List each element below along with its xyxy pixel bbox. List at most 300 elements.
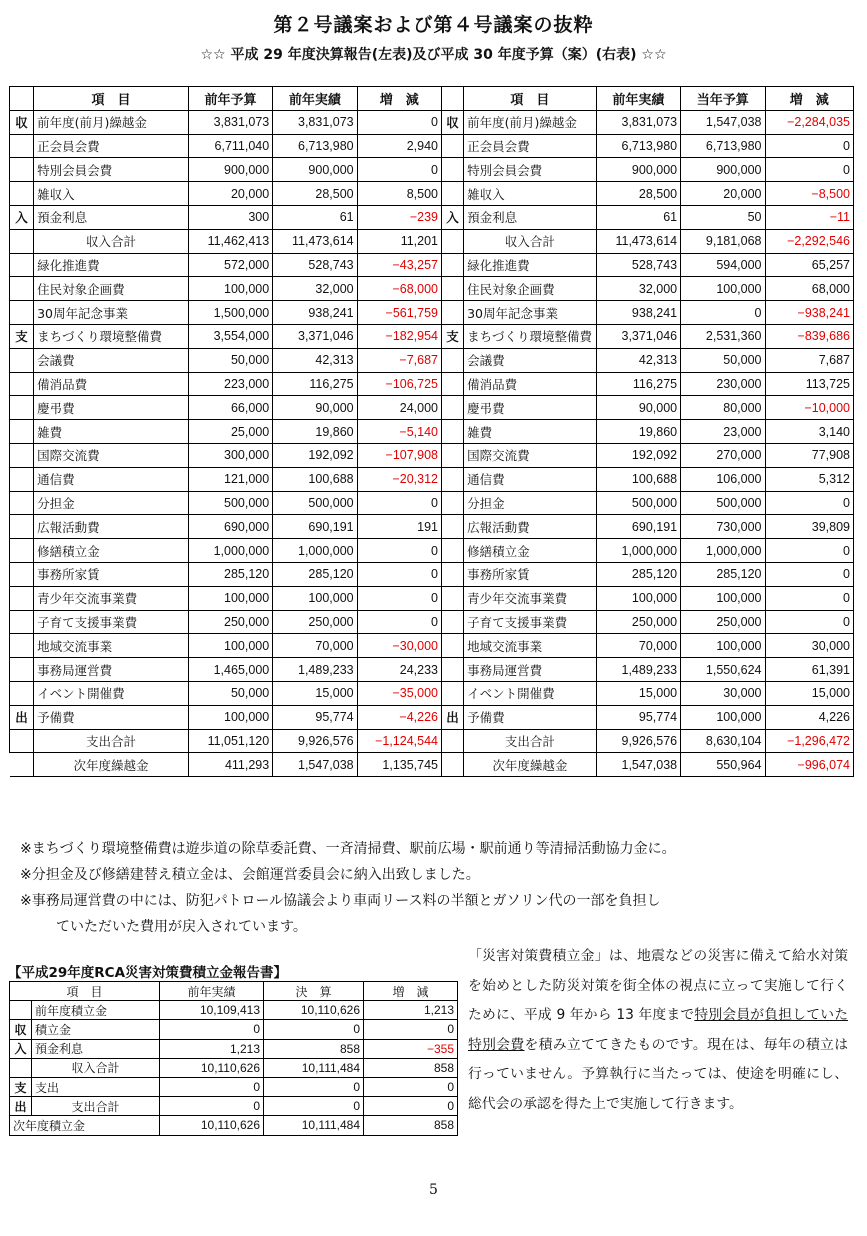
diff-cell: 77,908 <box>765 443 854 467</box>
value-cell: 32,000 <box>596 277 680 301</box>
value-cell: 411,293 <box>188 753 272 777</box>
value-cell: 690,191 <box>596 515 680 539</box>
table-row <box>10 396 854 420</box>
value-cell: 285,120 <box>188 562 272 586</box>
item-label: 国際交流費 <box>34 443 189 467</box>
diff-cell: 15,000 <box>765 681 854 705</box>
table-row <box>10 634 854 658</box>
side-label: 支 <box>442 324 464 348</box>
diff-cell: −7,687 <box>357 348 441 372</box>
diff-cell: 0 <box>364 1077 458 1096</box>
item-label: 支出 <box>32 1077 160 1096</box>
diff-cell: −239 <box>357 205 441 229</box>
value-cell: 95,774 <box>273 705 357 729</box>
value-cell: 250,000 <box>681 610 765 634</box>
diff-cell: 0 <box>357 562 441 586</box>
side-label <box>10 586 34 610</box>
item-label: 事務局運営費 <box>464 658 597 682</box>
side-label <box>442 277 464 301</box>
item-label: 備消品費 <box>464 372 597 396</box>
value-cell: 500,000 <box>188 491 272 515</box>
diff-cell: 113,725 <box>765 372 854 396</box>
diff-cell: −20,312 <box>357 467 441 491</box>
item-label: 緑化推進費 <box>34 253 189 277</box>
value-cell: 100,000 <box>188 634 272 658</box>
item-label: 雑費 <box>34 420 189 444</box>
side-label <box>442 562 464 586</box>
value-cell: 10,111,484 <box>264 1058 364 1077</box>
rca-row <box>10 1077 458 1096</box>
header-item-right: 項 目 <box>464 87 597 111</box>
item-label: まちづくり環境整備費 <box>34 324 189 348</box>
value-cell: 28,500 <box>273 182 357 206</box>
value-cell: 6,713,980 <box>273 134 357 158</box>
value-cell: 11,473,614 <box>273 229 357 253</box>
side-label <box>10 420 34 444</box>
diff-cell: −355 <box>364 1039 458 1058</box>
value-cell: 100,000 <box>681 634 765 658</box>
side-label: 入 <box>10 1039 32 1058</box>
value-cell: 0 <box>264 1020 364 1039</box>
item-label: 地域交流事業 <box>34 634 189 658</box>
item-label: 預金利息 <box>464 205 597 229</box>
side-label <box>442 753 464 777</box>
value-cell: 900,000 <box>188 158 272 182</box>
diff-cell: 7,687 <box>765 348 854 372</box>
diff-cell: 3,140 <box>765 420 854 444</box>
value-cell: 11,462,413 <box>188 229 272 253</box>
side-label <box>10 467 34 491</box>
item-label: 前年度(前月)繰越金 <box>464 110 597 134</box>
item-label: 次年度繰越金 <box>34 753 189 777</box>
value-cell: 528,743 <box>273 253 357 277</box>
diff-cell: 0 <box>765 586 854 610</box>
side-label: 支 <box>10 1077 32 1096</box>
value-cell: 250,000 <box>188 610 272 634</box>
diff-cell: 2,940 <box>357 134 441 158</box>
item-label: 雑費 <box>464 420 597 444</box>
value-cell: 0 <box>160 1020 264 1039</box>
item-label: 備消品費 <box>34 372 189 396</box>
item-label: 特別会員会費 <box>464 158 597 182</box>
item-label: 修繕積立金 <box>34 539 189 563</box>
value-cell: 32,000 <box>273 277 357 301</box>
diff-cell: 0 <box>364 1020 458 1039</box>
diff-cell: −30,000 <box>357 634 441 658</box>
side-label <box>442 658 464 682</box>
value-cell: 8,630,104 <box>681 729 765 753</box>
value-cell: 95,774 <box>596 705 680 729</box>
side-label <box>442 396 464 420</box>
side-label: 出 <box>442 705 464 729</box>
value-cell: 121,000 <box>188 467 272 491</box>
value-cell: 100,000 <box>188 586 272 610</box>
side-label <box>10 443 34 467</box>
value-cell: 730,000 <box>681 515 765 539</box>
diff-cell: 39,809 <box>765 515 854 539</box>
header-diff-left: 増 減 <box>357 87 441 111</box>
table-row <box>10 301 854 325</box>
item-label: 緑化推進費 <box>464 253 597 277</box>
value-cell: 106,000 <box>681 467 765 491</box>
value-cell: 9,926,576 <box>596 729 680 753</box>
item-label: 住民対象企画費 <box>34 277 189 301</box>
rca-title: 【平成29年度RCA災害対策費積立金報告書】 <box>8 965 288 981</box>
diff-cell: 24,000 <box>357 396 441 420</box>
side-label <box>442 301 464 325</box>
item-label: 青少年交流事業費 <box>464 586 597 610</box>
value-cell: 0 <box>160 1077 264 1096</box>
diff-cell: −68,000 <box>357 277 441 301</box>
item-label: 分担金 <box>34 491 189 515</box>
diff-cell: −182,954 <box>357 324 441 348</box>
table-row <box>10 467 854 491</box>
value-cell: 938,241 <box>596 301 680 325</box>
diff-cell: 191 <box>357 515 441 539</box>
value-cell: 285,120 <box>273 562 357 586</box>
value-cell: 19,860 <box>273 420 357 444</box>
table-row <box>10 562 854 586</box>
header-current-budget: 当年予算 <box>681 87 765 111</box>
value-cell: 42,313 <box>273 348 357 372</box>
item-label: 収入合計 <box>32 1058 160 1077</box>
table-row <box>10 277 854 301</box>
value-cell: 1,550,624 <box>681 658 765 682</box>
item-label: 支出合計 <box>32 1097 160 1116</box>
item-label: 慶弔費 <box>464 396 597 420</box>
side-label <box>442 229 464 253</box>
diff-cell: −11 <box>765 205 854 229</box>
diff-cell: 0 <box>765 491 854 515</box>
value-cell: 1,489,233 <box>273 658 357 682</box>
value-cell: 192,092 <box>273 443 357 467</box>
value-cell: 1,213 <box>160 1039 264 1058</box>
value-cell: 285,120 <box>596 562 680 586</box>
table-row <box>10 253 854 277</box>
diff-cell: −2,292,546 <box>765 229 854 253</box>
side-label <box>442 634 464 658</box>
diff-cell: 0 <box>765 562 854 586</box>
value-cell: 1,000,000 <box>273 539 357 563</box>
value-cell: 0 <box>160 1097 264 1116</box>
rca-final-row <box>10 1116 458 1135</box>
item-label: まちづくり環境整備費 <box>464 324 597 348</box>
value-cell: 116,275 <box>596 372 680 396</box>
side-label: 収 <box>10 1020 32 1039</box>
item-label: 子育て支援事業費 <box>34 610 189 634</box>
value-cell: 594,000 <box>681 253 765 277</box>
value-cell: 70,000 <box>273 634 357 658</box>
table-row <box>10 491 854 515</box>
side-label <box>442 348 464 372</box>
value-cell: 100,688 <box>273 467 357 491</box>
item-label: 予備費 <box>464 705 597 729</box>
table-row <box>10 658 854 682</box>
note-line: ていただいた費用が戻入されています。 <box>56 919 307 935</box>
table-row <box>10 729 854 753</box>
value-cell: 10,109,413 <box>160 1001 264 1020</box>
value-cell: 20,000 <box>188 182 272 206</box>
value-cell: 500,000 <box>596 491 680 515</box>
value-cell: 10,110,626 <box>160 1116 264 1135</box>
rca-header-item: 項 目 <box>10 982 160 1001</box>
side-label <box>10 658 34 682</box>
item-label: 収入合計 <box>34 229 189 253</box>
value-cell: 10,110,626 <box>264 1001 364 1020</box>
value-cell: 3,371,046 <box>596 324 680 348</box>
diff-cell: 858 <box>364 1116 458 1135</box>
budget-header-row <box>10 87 854 111</box>
table-row <box>10 229 854 253</box>
diff-cell: −938,241 <box>765 301 854 325</box>
page-number: 5 <box>429 1182 438 1198</box>
item-label: 修繕積立金 <box>464 539 597 563</box>
item-label: 正会員会費 <box>34 134 189 158</box>
value-cell: 3,831,073 <box>273 110 357 134</box>
value-cell: 690,000 <box>188 515 272 539</box>
value-cell: 0 <box>264 1097 364 1116</box>
header-item-left: 項 目 <box>34 87 189 111</box>
item-label: 住民対象企画費 <box>464 277 597 301</box>
value-cell: 300,000 <box>188 443 272 467</box>
value-cell: 9,926,576 <box>273 729 357 753</box>
value-cell: 250,000 <box>596 610 680 634</box>
value-cell: 1,500,000 <box>188 301 272 325</box>
diff-cell: 11,201 <box>357 229 441 253</box>
value-cell: 15,000 <box>596 681 680 705</box>
diff-cell: −8,500 <box>765 182 854 206</box>
value-cell: 1,547,038 <box>596 753 680 777</box>
side-label <box>10 753 34 777</box>
notes <box>20 836 860 940</box>
value-cell: 900,000 <box>596 158 680 182</box>
table-row <box>10 372 854 396</box>
side-label <box>442 610 464 634</box>
side-label <box>10 182 34 206</box>
item-label: 事務所家賃 <box>464 562 597 586</box>
side-label <box>10 348 34 372</box>
value-cell: 9,181,068 <box>681 229 765 253</box>
item-label: 積立金 <box>32 1020 160 1039</box>
rca-header-row <box>10 982 458 1001</box>
table-row <box>10 443 854 467</box>
value-cell: 50 <box>681 205 765 229</box>
value-cell: 1,465,000 <box>188 658 272 682</box>
item-label: 事務局運営費 <box>34 658 189 682</box>
item-label: 通信費 <box>464 467 597 491</box>
item-label: 次年度繰越金 <box>464 753 597 777</box>
value-cell: 3,554,000 <box>188 324 272 348</box>
diff-cell: 1,135,745 <box>357 753 441 777</box>
value-cell: 100,000 <box>681 705 765 729</box>
value-cell: 80,000 <box>681 396 765 420</box>
side-label <box>10 134 34 158</box>
diff-cell: −2,284,035 <box>765 110 854 134</box>
value-cell: 0 <box>264 1077 364 1096</box>
value-cell: 100,000 <box>596 586 680 610</box>
side-label <box>442 134 464 158</box>
side-label <box>442 420 464 444</box>
value-cell: 3,831,073 <box>188 110 272 134</box>
rca-table <box>9 981 458 1136</box>
item-label: 収入合計 <box>464 229 597 253</box>
table-row <box>10 753 854 777</box>
value-cell: 858 <box>264 1039 364 1058</box>
diff-cell: −10,000 <box>765 396 854 420</box>
page-subtitle: ☆☆ 平成 29 年度決算報告(左表)及び平成 30 年度予算（案）(右表) ☆☆ <box>200 47 667 63</box>
side-label: 収 <box>442 110 464 134</box>
side-label <box>442 253 464 277</box>
item-label: イベント開催費 <box>34 681 189 705</box>
value-cell: 20,000 <box>681 182 765 206</box>
diff-cell: −107,908 <box>357 443 441 467</box>
value-cell: 90,000 <box>596 396 680 420</box>
value-cell: 100,000 <box>273 586 357 610</box>
item-label: 分担金 <box>464 491 597 515</box>
side-label <box>442 158 464 182</box>
item-label: 国際交流費 <box>464 443 597 467</box>
side-label <box>442 729 464 753</box>
value-cell: 100,688 <box>596 467 680 491</box>
diff-cell: 0 <box>357 110 441 134</box>
value-cell: 11,051,120 <box>188 729 272 753</box>
value-cell: 528,743 <box>596 253 680 277</box>
paragraph-text: を積み立ててきたものです。現在は、毎年の積立は行っていません。予算執行に当たっては、使途を明確にし、総代会の承認を得た上で実施して行きます。 <box>468 1036 848 1112</box>
table-row <box>10 420 854 444</box>
value-cell: 90,000 <box>273 396 357 420</box>
value-cell: 1,000,000 <box>596 539 680 563</box>
rca-header-settle: 決 算 <box>264 982 364 1001</box>
diff-cell: 0 <box>357 610 441 634</box>
side-label <box>442 182 464 206</box>
diff-cell: 0 <box>765 539 854 563</box>
value-cell: 900,000 <box>681 158 765 182</box>
diff-cell: 68,000 <box>765 277 854 301</box>
side-label <box>442 681 464 705</box>
side-label <box>10 515 34 539</box>
value-cell: 250,000 <box>273 610 357 634</box>
side-label <box>10 610 34 634</box>
diff-cell: −43,257 <box>357 253 441 277</box>
value-cell: 3,831,073 <box>596 110 680 134</box>
diff-cell: 0 <box>357 539 441 563</box>
diff-cell: −5,140 <box>357 420 441 444</box>
value-cell: 572,000 <box>188 253 272 277</box>
value-cell: 70,000 <box>596 634 680 658</box>
diff-cell: −996,074 <box>765 753 854 777</box>
item-label: 地域交流事業 <box>464 634 597 658</box>
side-label: 収 <box>10 110 34 134</box>
diff-cell: 24,233 <box>357 658 441 682</box>
side-label <box>10 372 34 396</box>
value-cell: 30,000 <box>681 681 765 705</box>
value-cell: 500,000 <box>273 491 357 515</box>
side-label <box>442 539 464 563</box>
side-label <box>10 539 34 563</box>
table-row <box>10 705 854 729</box>
side-label <box>442 491 464 515</box>
value-cell: 1,547,038 <box>273 753 357 777</box>
item-label: 雑収入 <box>34 182 189 206</box>
rca-row <box>10 1097 458 1116</box>
header-blank <box>442 87 464 111</box>
value-cell: 10,110,626 <box>160 1058 264 1077</box>
diff-cell: −839,686 <box>765 324 854 348</box>
value-cell: 550,964 <box>681 753 765 777</box>
diff-cell: −561,759 <box>357 301 441 325</box>
value-cell: 61 <box>273 205 357 229</box>
value-cell: 23,000 <box>681 420 765 444</box>
value-cell: 1,547,038 <box>681 110 765 134</box>
item-label: 次年度積立金 <box>10 1116 160 1135</box>
note-line: ※まちづくり環境整備費は遊歩道の除草委託費、一斉清掃費、駅前広場・駅前通り等清掃活動協力金に。 <box>20 841 676 857</box>
diff-cell: −4,226 <box>357 705 441 729</box>
header-prev-budget: 前年予算 <box>188 87 272 111</box>
item-label: 慶弔費 <box>34 396 189 420</box>
side-label <box>442 586 464 610</box>
rca-row <box>10 1001 458 1020</box>
value-cell: 2,531,360 <box>681 324 765 348</box>
header-prev-actual-left: 前年実績 <box>273 87 357 111</box>
side-label <box>442 443 464 467</box>
item-label: 前年度(前月)繰越金 <box>34 110 189 134</box>
value-cell: 500,000 <box>681 491 765 515</box>
value-cell: 900,000 <box>273 158 357 182</box>
value-cell: 938,241 <box>273 301 357 325</box>
value-cell: 11,473,614 <box>596 229 680 253</box>
side-label <box>10 1058 32 1077</box>
diff-cell: −1,124,544 <box>357 729 441 753</box>
value-cell: 15,000 <box>273 681 357 705</box>
side-label <box>10 158 34 182</box>
table-row <box>10 182 854 206</box>
table-row <box>10 205 854 229</box>
value-cell: 10,111,484 <box>264 1116 364 1135</box>
diff-cell: 4,226 <box>765 705 854 729</box>
page-title: 第２号議案および第４号議案の抜粋 <box>273 14 594 36</box>
side-label: 入 <box>10 205 34 229</box>
item-label: 特別会員会費 <box>34 158 189 182</box>
diff-cell: 0 <box>357 158 441 182</box>
item-label: イベント開催費 <box>464 681 597 705</box>
item-label: 30周年記念事業 <box>464 301 597 325</box>
value-cell: 270,000 <box>681 443 765 467</box>
item-label: 30周年記念事業 <box>34 301 189 325</box>
table-row <box>10 586 854 610</box>
value-cell: 0 <box>681 301 765 325</box>
value-cell: 100,000 <box>681 277 765 301</box>
item-label: 広報活動費 <box>34 515 189 539</box>
side-label <box>442 515 464 539</box>
table-row <box>10 324 854 348</box>
table-row <box>10 134 854 158</box>
value-cell: 19,860 <box>596 420 680 444</box>
side-label <box>10 396 34 420</box>
value-cell: 6,711,040 <box>188 134 272 158</box>
side-label <box>10 301 34 325</box>
side-label <box>10 729 34 753</box>
value-cell: 285,120 <box>681 562 765 586</box>
header-prev-actual-right: 前年実績 <box>596 87 680 111</box>
value-cell: 50,000 <box>188 681 272 705</box>
diff-cell: 30,000 <box>765 634 854 658</box>
rca-header-prev: 前年実績 <box>160 982 264 1001</box>
value-cell: 6,713,980 <box>681 134 765 158</box>
diff-cell: 61,391 <box>765 658 854 682</box>
table-row <box>10 158 854 182</box>
disaster-fund-paragraph <box>468 942 848 1120</box>
value-cell: 1,000,000 <box>681 539 765 563</box>
